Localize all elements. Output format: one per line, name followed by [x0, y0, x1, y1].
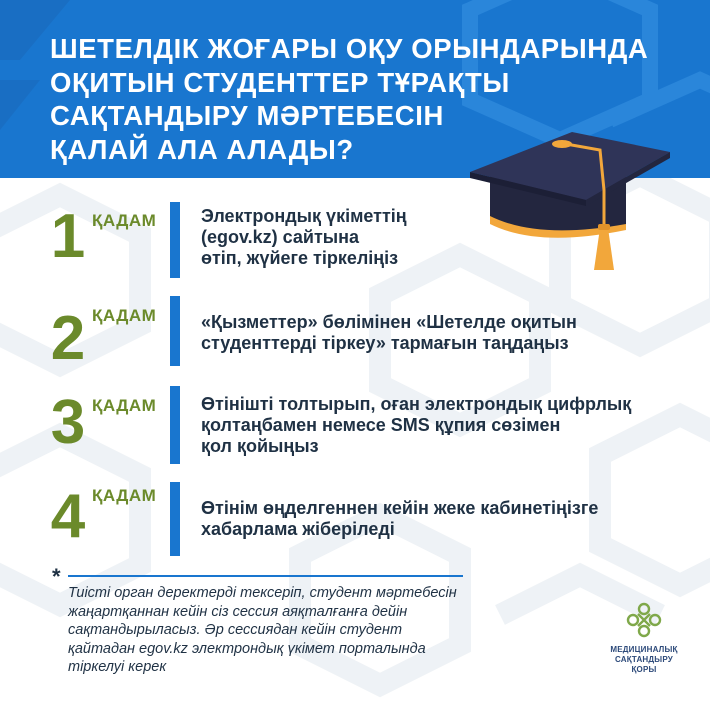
step-text-line: (egov.kz) сайтына — [201, 227, 360, 247]
step-text — [201, 312, 671, 354]
step-1 — [0, 200, 710, 280]
title-line: ҚАЛАЙ АЛА АЛАДЫ? — [50, 133, 354, 165]
step-accent-bar — [170, 386, 180, 464]
step-label: ҚАДАМ — [92, 211, 157, 230]
footnote-line: тіркелуі керек — [68, 659, 167, 675]
logo-text — [605, 645, 683, 675]
step-accent-bar — [170, 482, 180, 556]
fund-logo — [605, 600, 683, 675]
title-line: ОҚИТЫН СТУДЕНТТЕР ТҰРАҚТЫ — [50, 66, 510, 98]
step-number: 1 — [50, 202, 86, 271]
footnote-line: Тиісті орган деректерді тексеріп, студент мәртебесін — [68, 585, 457, 601]
step-text — [201, 394, 671, 457]
logo-line: ҚОРЫ — [631, 665, 657, 674]
note-asterisk: * — [52, 564, 61, 589]
step-label: ҚАДАМ — [92, 486, 157, 505]
title-line: САҚТАНДЫРУ МӘРТЕБЕСІН — [50, 100, 444, 131]
step-number: 4 — [50, 482, 86, 551]
step-4 — [0, 478, 710, 556]
step-3 — [0, 386, 710, 466]
step-text — [201, 498, 671, 540]
step-text-line: Өтінім өңделгеннен кейін жеке кабинетіңізге — [201, 498, 599, 518]
logo-line: САҚТАНДЫРУ — [615, 655, 673, 664]
logo-line: МЕДИЦИНАЛЫҚ — [610, 645, 678, 654]
step-number: 3 — [50, 388, 86, 457]
medical-insurance-fund-logo-icon — [624, 600, 664, 640]
step-text-line: «Қызметтер» бөлімінен «Шетелде оқитын — [201, 312, 577, 332]
step-accent-bar — [170, 296, 180, 366]
step-text-line: Электрондық үкіметтің — [201, 206, 407, 226]
step-text-line: хабарлама жіберіледі — [201, 519, 395, 539]
step-number: 2 — [50, 304, 86, 373]
step-text-line: қолтаңбамен немесе SMS құпия сөзімен — [201, 415, 561, 435]
footnote-line: қайтадан egov.kz электрондық үкімет порталында — [68, 640, 426, 657]
footnote-line: сақтандырыласыз. Әр сессиядан кейін студент — [68, 622, 403, 638]
footnote-line: жаңартқаннан кейін сіз сессия аяқталғанға дейін — [68, 603, 408, 620]
step-label: ҚАДАМ — [92, 396, 157, 415]
step-text-line: Өтінішті толтырып, оған электрондық цифрлық — [201, 394, 632, 414]
note-divider — [68, 575, 463, 577]
step-accent-bar — [170, 202, 180, 278]
step-label: ҚАДАМ — [92, 306, 157, 325]
step-2 — [0, 296, 710, 373]
step-text — [201, 206, 671, 269]
step-text-line: қол қойыңыз — [201, 436, 319, 456]
step-text-line: студенттерді тіркеу» тармағын таңдаңыз — [201, 333, 569, 353]
step-text-line: өтіп, жүйеге тіркеліңіз — [201, 248, 399, 268]
title-line: ШЕТЕЛДІК ЖОҒАРЫ ОҚУ ОРЫНДАРЫНДА — [50, 33, 649, 64]
footnote — [68, 584, 498, 677]
